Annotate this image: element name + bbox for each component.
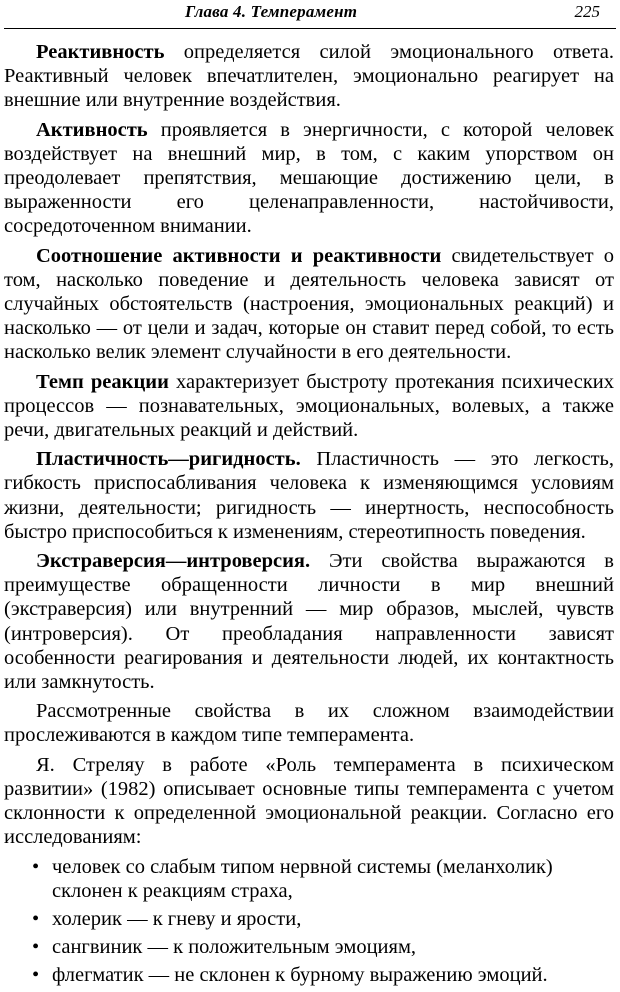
list-item-text: человек со слабым типом нервной системы (меланхолик) склонен к реакциям страха, <box>52 855 553 902</box>
paragraph-extraversion-introversion <box>4 549 614 694</box>
bullet-marker: • <box>32 964 40 987</box>
paragraph-text: Рассмотренные свойства в их сложном взаимодействии прослеживаются в каждом типе темперамента. <box>4 700 614 747</box>
list-item-text: холерик — к гневу и ярости, <box>52 907 302 930</box>
page-number: 225 <box>574 2 600 21</box>
paragraph-activity-reactivity-ratio <box>4 244 614 365</box>
term-activity-reactivity-ratio: Соотношение активности и реактивности <box>36 244 442 267</box>
paragraph-text: Я. Стреляу в работе «Роль темперамента в психическом развитии» (1982) описывает основные типы темперамента с учетом склонности к определенной эмоциональной реакции. Согласно его исследованиям: <box>4 753 614 849</box>
paragraph-text: Эти свойства выражаются в преимуществе обращенности личности в мир внешний (экстраверсия) или внутренний — мир образов, мыслей, чувств (интроверсия). От преобладания направленности зависят особенности реагирования и деятельности людей, их контактность или замкнутость. <box>4 550 614 694</box>
header-divider <box>4 28 616 29</box>
paragraph-reaction-tempo <box>4 370 614 443</box>
term-reaction-tempo: Темп реакции <box>36 370 169 393</box>
list-item <box>30 935 614 959</box>
bullet-marker: • <box>32 855 40 878</box>
temperament-list <box>4 855 614 988</box>
bullet-marker: • <box>32 936 40 959</box>
term-activity: Активность <box>36 118 148 141</box>
paragraph-reactivity <box>4 40 614 113</box>
list-item <box>30 963 614 987</box>
paragraph-text: характеризует быстроту протекания психических процессов — познавательных, эмоциональных, волевых, а также речи, двигательных реакций и действий. <box>4 370 614 442</box>
list-item-text: сангвиник — к положительным эмоциям, <box>52 936 417 959</box>
list-item <box>30 907 614 931</box>
paragraph-text: проявляется в энергичности, с которой человек воздействует на внешний мир, в том, с каким упорством он преодолевает препятствия, мешающие достижению цели, в выраженности его целенаправленности, настойчивости, сосредоточенном внимании. <box>4 118 614 238</box>
paragraph-strelau <box>4 753 614 850</box>
term-extraversion-introversion: Экстраверсия—интроверсия. <box>36 550 311 573</box>
paragraph-text: Пластичность — это легкость, гибкость приспосабливания человека к изменяющимся условиям жизни, деятельности; ригидность — инертность, неспособность быстро приспособиться к изменениям, стереотипность поведения. <box>4 448 614 543</box>
bullet-marker: • <box>32 907 40 930</box>
list-item <box>30 855 614 903</box>
paragraph-activity <box>4 118 614 239</box>
page-header <box>0 2 620 24</box>
paragraph-summary <box>4 699 614 747</box>
paragraph-plasticity-rigidity <box>4 447 614 544</box>
term-plasticity-rigidity: Пластичность—ригидность. <box>36 448 301 471</box>
running-title: Глава 4. Темперамент <box>185 2 358 21</box>
list-item-text: флегматик — не склонен к бурному выражению эмоций. <box>52 964 548 987</box>
paragraph-text: свидетельствует о том, насколько поведение и деятельность человека зависят от случайных обстоятельств (настроения, эмоциональных реакций) и насколько — от цели и задач, которые он ставит перед собой, то есть насколько велик элемент случайности в его деятельности. <box>4 244 614 364</box>
paragraph-text: определяется силой эмоционального ответа. Реактивный человек впечатлителен, эмоционально реагирует на внешние или внутренние воздействия. <box>4 41 614 112</box>
term-reactivity: Реактивность <box>36 41 165 63</box>
page-body <box>4 40 614 992</box>
